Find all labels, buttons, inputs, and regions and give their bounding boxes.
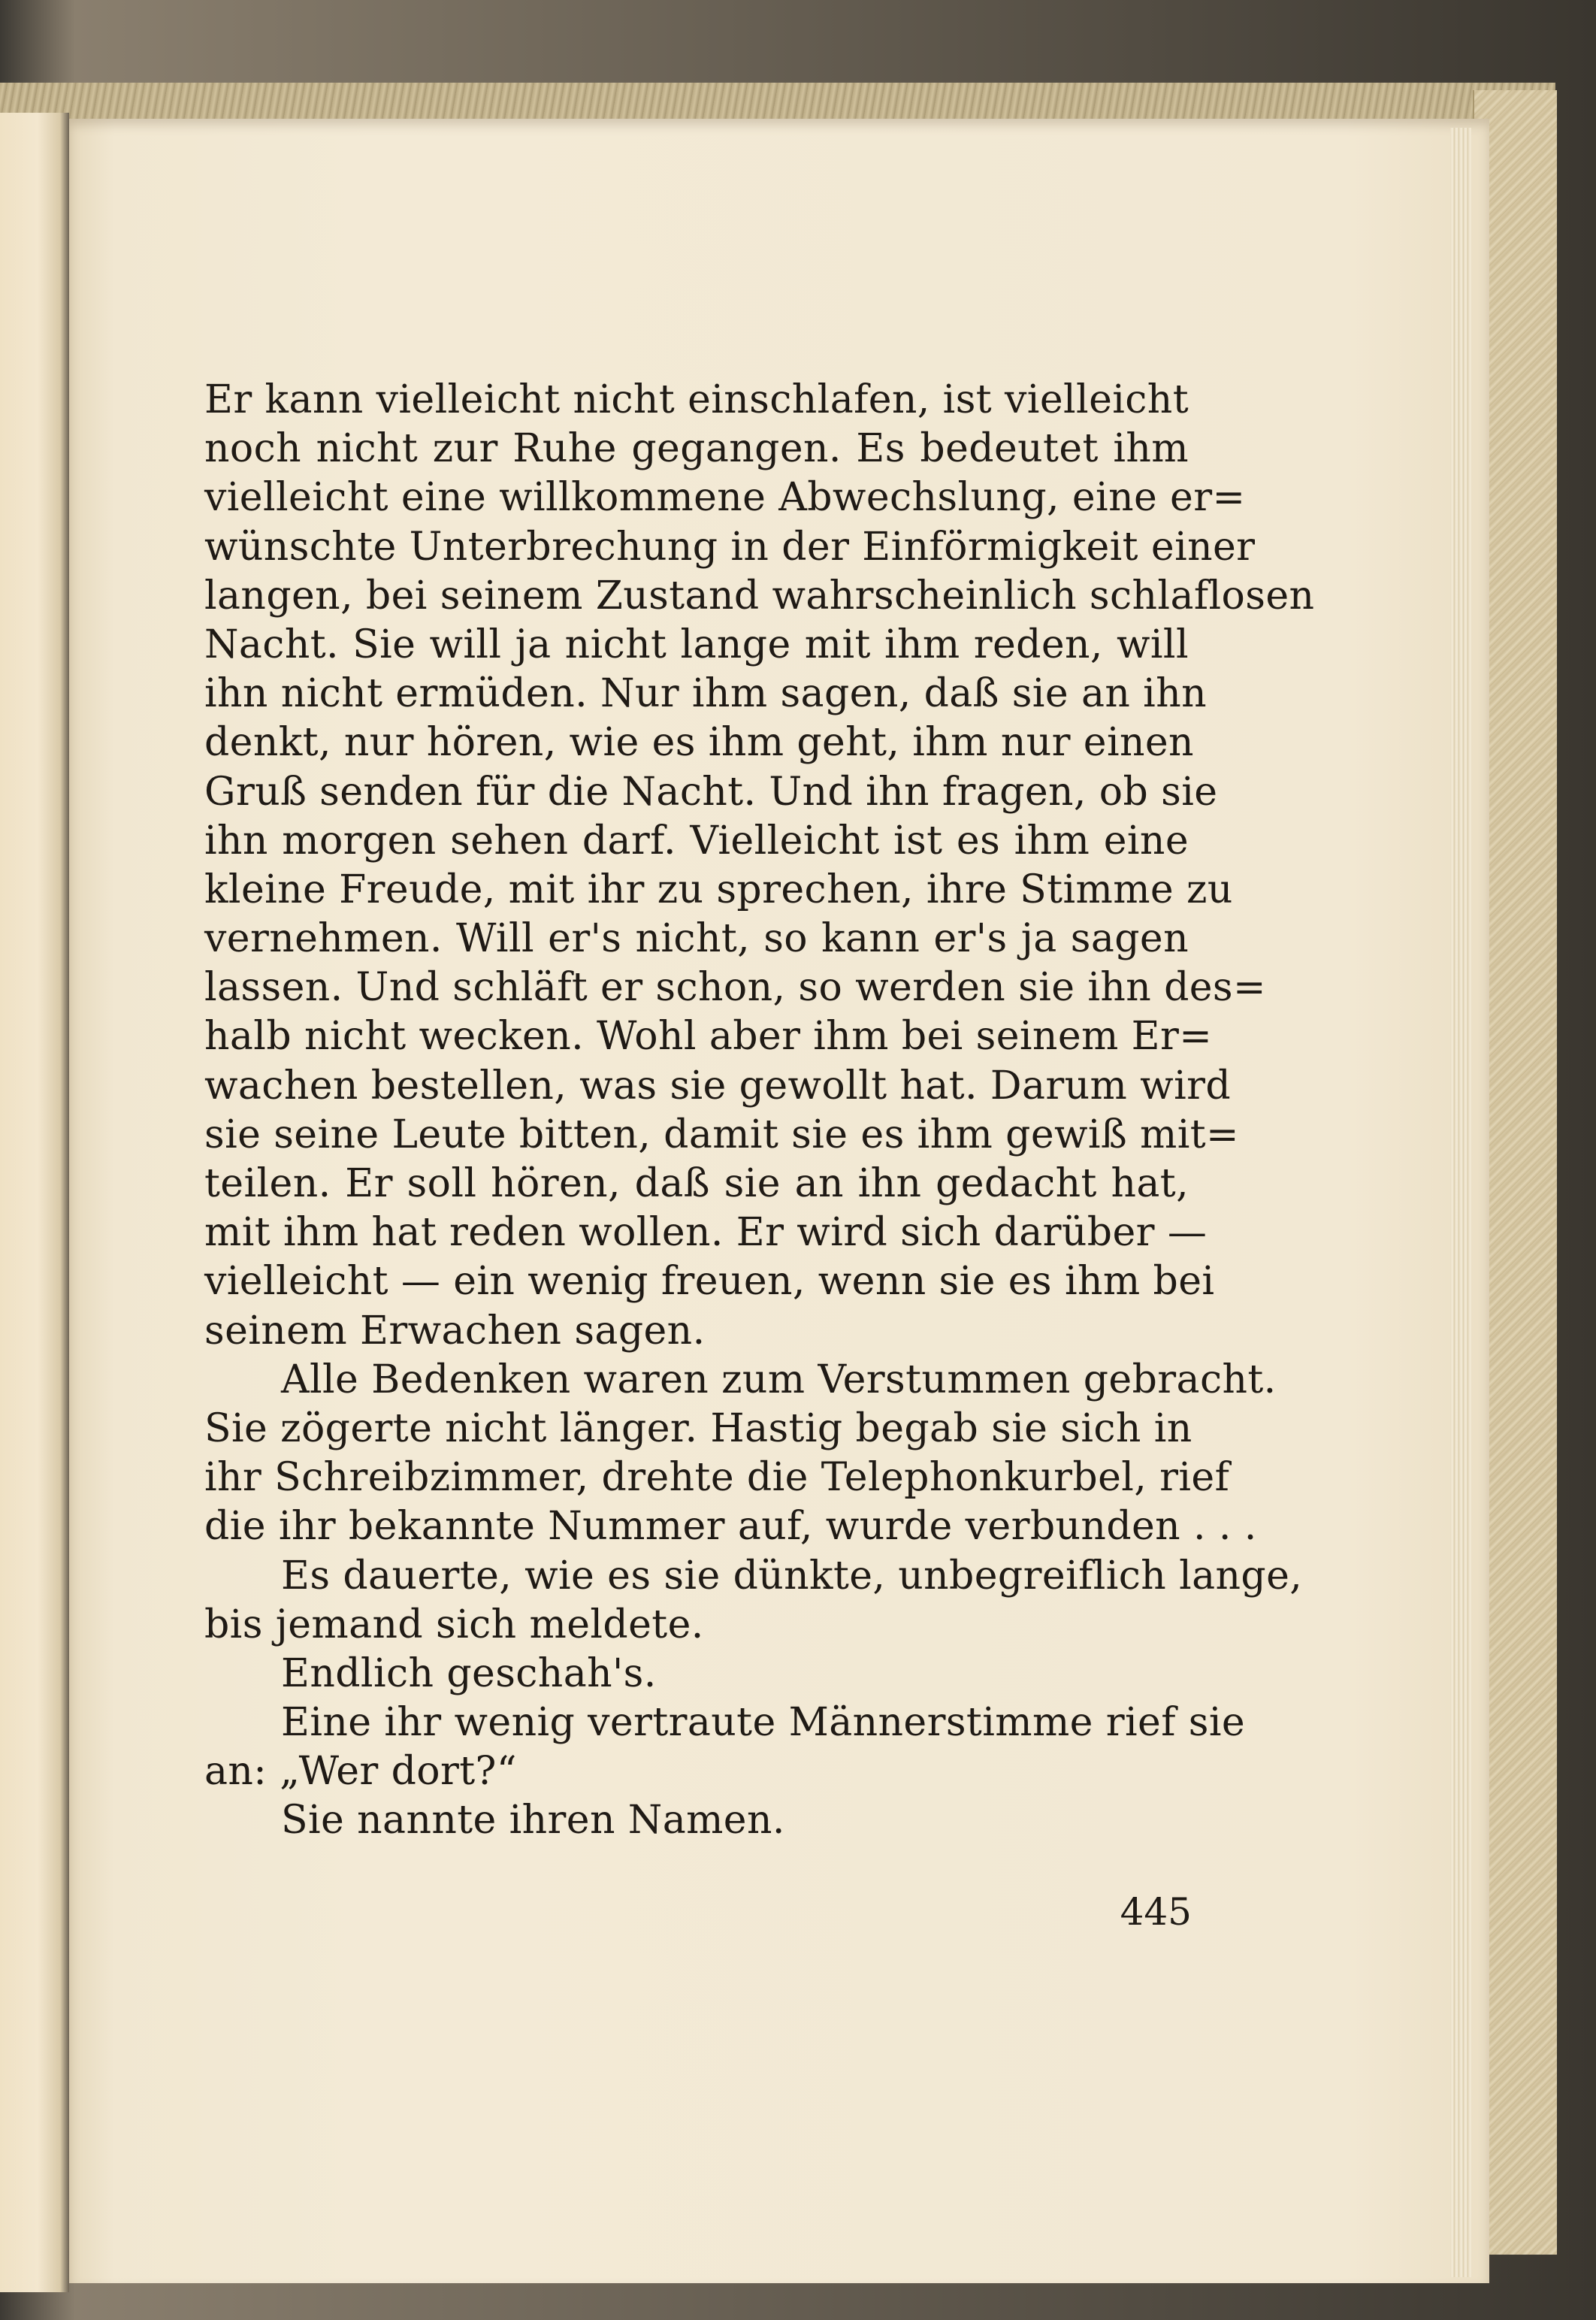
text-line: an: „Wer dort?“ bbox=[204, 1749, 517, 1795]
text-line: denkt, nur hören, wie es ihm geht, ihm nur einen bbox=[204, 720, 1194, 766]
text-line: vielleicht eine willkommene Abwechslung, eine er= bbox=[204, 475, 1246, 521]
text-line: Es dauerte, wie es sie dünkte, unbegreiflich lange, bbox=[281, 1553, 1303, 1599]
text-line: kleine Freude, mit ihr zu sprechen, ihre Stimme zu bbox=[204, 867, 1233, 912]
text-line: sie seine Leute bitten, damit sie es ihm gewiß mit= bbox=[204, 1112, 1240, 1157]
page-number: 445 bbox=[1120, 1890, 1192, 1934]
text-line: Eine ihr wenig vertraute Männerstimme rief sie bbox=[281, 1700, 1246, 1746]
page-stack-edge bbox=[1450, 128, 1471, 2277]
text-line: ihn nicht ermüden. Nur ihm sagen, daß sie an ihn bbox=[204, 671, 1207, 717]
text-line: lassen. Und schläft er schon, so werden sie ihn des= bbox=[204, 965, 1266, 1011]
text-line: die ihr bekannte Nummer auf, wurde verbunden . . . bbox=[204, 1504, 1257, 1550]
text-line: Er kann vielleicht nicht einschlafen, ist vielleicht bbox=[204, 377, 1189, 422]
text-line: Gruß senden für die Nacht. Und ihn fragen, ob sie bbox=[204, 769, 1218, 815]
text-line: Nacht. Sie will ja nicht lange mit ihm reden, will bbox=[204, 622, 1189, 667]
text-line: wachen bestellen, was sie gewollt hat. Darum wird bbox=[204, 1063, 1232, 1109]
text-line: wünschte Unterbrechung in der Einförmigkeit einer bbox=[204, 524, 1256, 570]
text-line: vielleicht — ein wenig freuen, wenn sie es ihm bei bbox=[204, 1259, 1215, 1305]
text-line: Sie nannte ihren Namen. bbox=[281, 1798, 785, 1844]
text-line: Sie zögerte nicht länger. Hastig begab sie sich in bbox=[204, 1405, 1192, 1451]
text-line: teilen. Er soll hören, daß sie an ihn gedacht hat, bbox=[204, 1161, 1189, 1206]
text-line: ihr Schreibzimmer, drehte die Telephonkurbel, rief bbox=[204, 1455, 1230, 1501]
text-line: mit ihm hat reden wollen. Er wird sich darüber — bbox=[204, 1210, 1208, 1256]
page-body-text bbox=[204, 376, 1315, 1846]
text-line: Endlich geschah's. bbox=[281, 1650, 657, 1696]
text-line: noch nicht zur Ruhe gegangen. Es bedeutet ihm bbox=[204, 426, 1189, 472]
facing-page-edge bbox=[0, 113, 69, 2292]
text-line: bis jemand sich meldete. bbox=[204, 1602, 704, 1647]
text-line: seinem Erwachen sagen. bbox=[204, 1308, 706, 1354]
text-line: halb nicht wecken. Wohl aber ihm bei seinem Er= bbox=[204, 1014, 1213, 1060]
text-line: vernehmen. Will er's nicht, so kann er's ja sagen bbox=[204, 916, 1189, 962]
text-line: langen, bei seinem Zustand wahrscheinlich schlaflosen bbox=[204, 573, 1315, 619]
text-line: ihn morgen sehen darf. Vielleicht ist es ihm eine bbox=[204, 818, 1189, 864]
text-line: Alle Bedenken waren zum Verstummen gebracht. bbox=[281, 1357, 1277, 1402]
